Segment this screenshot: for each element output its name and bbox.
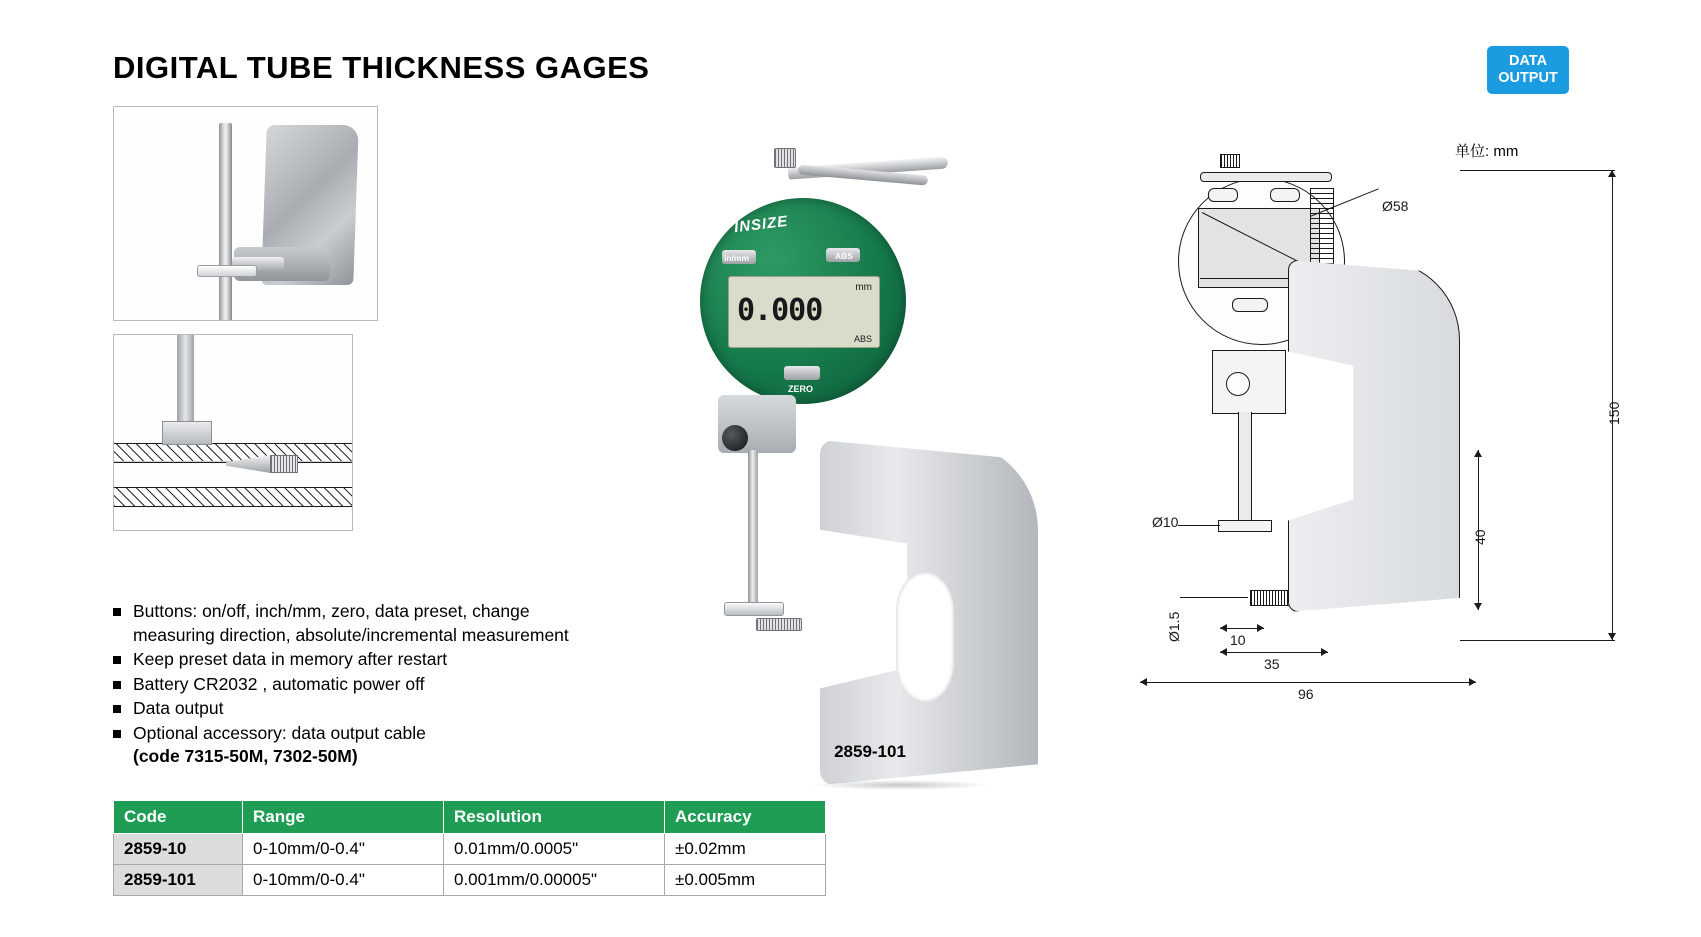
feature-text: Optional accessory: data output cable — [133, 722, 426, 743]
lcd-unit-label: mm — [855, 282, 872, 293]
feature-text: Buttons: on/off, inch/mm, zero, data preset, change — [133, 601, 530, 621]
bullet-square-icon — [113, 730, 121, 738]
measuring-rod-illustration — [219, 123, 232, 321]
lower-anvil-tip — [756, 618, 802, 631]
cell-accuracy: ±0.005mm — [665, 865, 826, 896]
data-output-badge — [1487, 46, 1569, 94]
cell-resolution: 0.01mm/0.0005" — [444, 834, 665, 865]
dim-line-96 — [1140, 682, 1476, 683]
section-probe-knurl — [270, 455, 298, 473]
cell-range: 0-10mm/0-0.4" — [243, 865, 444, 896]
page-title: DIGITAL TUBE THICKNESS GAGES — [113, 50, 650, 85]
list-item — [113, 697, 733, 721]
specification-table — [113, 800, 826, 896]
abs-button-label: ABS — [835, 251, 853, 261]
dim-arrow-10-left — [1220, 624, 1227, 632]
drawing-lower-tip — [1250, 590, 1292, 606]
brand-logo: INSIZE — [733, 212, 790, 237]
dim-dial-diameter: Ø58 — [1382, 198, 1409, 214]
bullet-square-icon — [113, 656, 121, 664]
unit-note: 单位: mm — [1455, 143, 1519, 160]
tube-wall-upper-hatch — [114, 443, 352, 463]
release-lever — [746, 148, 946, 192]
dim-arrow-10-right — [1257, 624, 1264, 632]
button-left-outline — [1208, 188, 1238, 202]
cell-code: 2859-101 — [114, 865, 243, 896]
feature-list — [113, 600, 733, 770]
lcd-value: 0.000 — [737, 293, 823, 328]
ext-line-150-top — [1460, 170, 1615, 171]
digital-indicator-body — [700, 198, 906, 404]
lcd-display — [728, 276, 880, 348]
dim-line-35 — [1220, 652, 1328, 653]
ext-line-150-bottom — [1460, 640, 1615, 641]
drawing-measuring-disc — [1218, 520, 1272, 532]
list-item — [113, 600, 733, 647]
dim-anvil-diameter: Ø10 — [1152, 514, 1179, 530]
technical-drawing — [1152, 150, 1680, 750]
product-photo — [700, 140, 1040, 720]
table-row — [114, 834, 826, 865]
section-rod — [177, 335, 194, 427]
dim-arrow-35-left — [1220, 648, 1227, 656]
dim-arrow-96-right — [1469, 678, 1476, 686]
measuring-disc — [724, 602, 784, 616]
drawing-lever-knob — [1220, 154, 1240, 168]
product-caption: 2859-101 — [834, 742, 906, 761]
bullet-square-icon — [113, 705, 121, 713]
dim-total-height: 150 — [1606, 401, 1622, 425]
column-header-resolution: Resolution — [444, 801, 665, 834]
dim-arrow-150-bottom — [1608, 633, 1616, 640]
cell-resolution: 0.001mm/0.00005" — [444, 865, 665, 896]
dim-tip-diameter: Ø1.5 — [1166, 611, 1182, 642]
feature-subtext: measuring direction, absolute/incremental measurement — [133, 624, 569, 645]
drawing-spindle — [1238, 412, 1252, 522]
dim-arrow-35-right — [1321, 648, 1328, 656]
list-item — [113, 648, 733, 672]
contact-disc-illustration — [197, 265, 257, 277]
zero-button-outline — [1232, 298, 1268, 312]
feature-text: Data output — [133, 698, 224, 718]
list-item — [113, 722, 733, 769]
feature-text: Battery CR2032 , automatic power off — [133, 673, 425, 694]
dim-arrow-40-bottom — [1474, 603, 1482, 610]
list-item — [113, 673, 733, 697]
dim-throat-depth: 40 — [1472, 529, 1488, 545]
drawing-lever-arm — [1200, 172, 1332, 182]
drawing-c-frame — [1288, 260, 1460, 612]
table-header-row — [114, 801, 826, 834]
c-frame-cutout — [896, 572, 954, 702]
button-right-outline — [1270, 188, 1300, 202]
feature-subtext: (code 7315-50M, 7302-50M) — [133, 746, 358, 766]
dim-reach: 35 — [1264, 656, 1280, 672]
column-header-code: Code — [114, 801, 243, 834]
zero-button-label: ZERO — [788, 384, 814, 394]
dim-arrow-40-top — [1474, 450, 1482, 457]
feature-text: Keep preset data in memory after restart — [133, 649, 448, 669]
badge-line-1: DATA — [1508, 53, 1548, 69]
dim-tip-length: 10 — [1230, 632, 1246, 648]
badge-line-2: OUTPUT — [1498, 70, 1558, 86]
column-header-range: Range — [243, 801, 444, 834]
cell-code: 2859-10 — [114, 834, 243, 865]
drop-shadow — [810, 780, 990, 790]
application-photo-top — [113, 106, 378, 321]
spindle — [748, 450, 758, 605]
column-header-accuracy: Accuracy — [665, 801, 826, 834]
inch-mm-button-label: in/mm — [724, 253, 750, 263]
lever-knurled-knob — [774, 148, 796, 168]
application-photo-section — [113, 334, 353, 531]
clamp-screw — [722, 425, 748, 451]
cell-accuracy: ±0.02mm — [665, 834, 826, 865]
bullet-square-icon — [113, 608, 121, 616]
drawing-clamp-screw — [1226, 372, 1250, 396]
cell-range: 0-10mm/0-0.4" — [243, 834, 444, 865]
dim-total-width: 96 — [1298, 686, 1314, 702]
section-collar — [162, 421, 212, 445]
zero-button[interactable] — [784, 366, 820, 380]
dim-arrow-150-top — [1608, 170, 1616, 177]
table-row — [114, 865, 826, 896]
tube-wall-lower-hatch — [114, 487, 352, 507]
dim-arrow-96-left — [1140, 678, 1147, 686]
leader-d10 — [1178, 525, 1220, 526]
leader-d15 — [1180, 597, 1248, 598]
bullet-square-icon — [113, 681, 121, 689]
lcd-mode-label: ABS — [853, 334, 872, 344]
